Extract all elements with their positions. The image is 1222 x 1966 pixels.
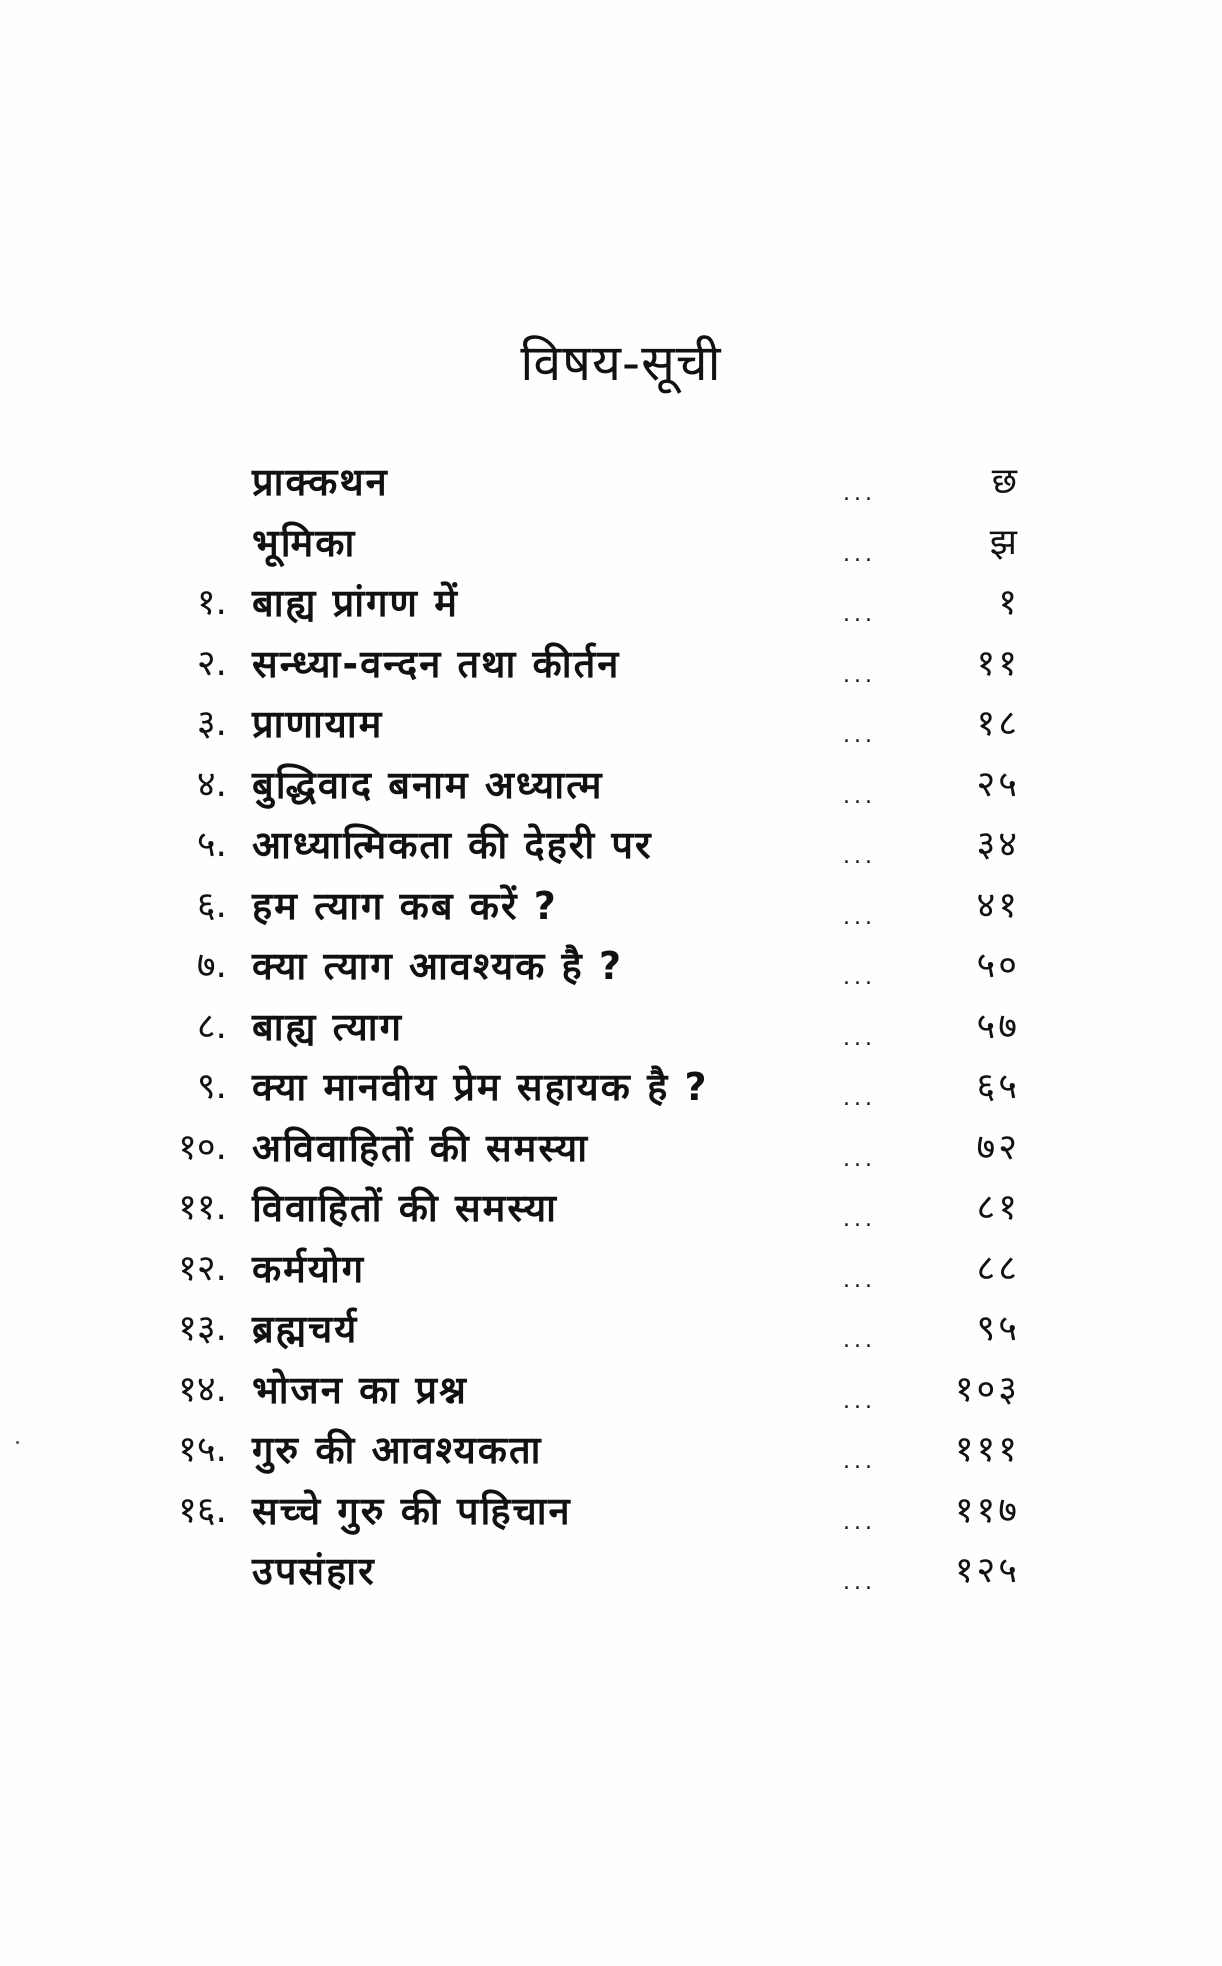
entry-page: १११ [954, 1429, 1020, 1470]
table-of-contents [0, 452, 1222, 1602]
entry-title: आध्यात्मिकता की देहरी पर [252, 823, 653, 867]
dot-leader: ... [843, 1449, 876, 1474]
entry-title: बाह्य त्याग [252, 1004, 403, 1049]
toc-entry-preface [0, 452, 1222, 513]
toc-entry-chapter-9 [0, 1057, 1222, 1118]
entry-number: ७. [196, 945, 227, 986]
entry-page: १८ [976, 703, 1020, 744]
entry-page: ४१ [976, 884, 1020, 926]
toc-entry-chapter-7 [0, 936, 1222, 997]
entry-page: ८१ [976, 1187, 1020, 1228]
entry-title: क्या मानवीय प्रेम सहायक है ? [252, 1065, 709, 1109]
dot-leader: ... [843, 541, 876, 567]
entry-title: सन्ध्या-वन्दन तथा कीर्तन [252, 641, 621, 686]
entry-page: १२५ [954, 1550, 1020, 1591]
toc-entry-chapter-13 [0, 1299, 1222, 1360]
toc-entry-epilogue [0, 1541, 1222, 1602]
toc-entry-chapter-5 [0, 815, 1222, 876]
entry-number: १२. [178, 1247, 227, 1289]
entry-page: ५७ [976, 1005, 1020, 1047]
dot-leader: ... [843, 965, 876, 990]
entry-page: झ [989, 521, 1020, 563]
toc-entry-chapter-6 [0, 876, 1222, 937]
toc-entry-chapter-3 [0, 694, 1222, 755]
dot-leader: ... [843, 904, 876, 930]
entry-title: कर्मयोग [252, 1246, 366, 1291]
scan-speck [16, 1441, 19, 1444]
toc-entry-chapter-15 [0, 1420, 1222, 1481]
entry-title: भूमिका [252, 520, 357, 565]
entry-title: सच्चे गुरु की पहिचान [252, 1488, 572, 1533]
entry-title: बुद्धिवाद बनाम अध्यात्म [252, 762, 604, 807]
toc-entry-chapter-16 [0, 1481, 1222, 1542]
toc-entry-chapter-1 [0, 573, 1222, 634]
entry-title: प्राणायाम [252, 702, 384, 746]
toc-entry-chapter-14 [0, 1360, 1222, 1421]
entry-number: ६. [196, 884, 227, 926]
entry-title: प्राक्कथन [252, 460, 389, 504]
dot-leader: ... [843, 1025, 876, 1051]
entry-number: ९. [196, 1066, 227, 1107]
dot-leader: ... [843, 602, 876, 627]
toc-entry-chapter-12 [0, 1239, 1222, 1300]
entry-title: हम त्याग कब करें ? [252, 883, 558, 928]
toc-entry-introduction [0, 513, 1222, 574]
entry-number: १४. [178, 1368, 227, 1410]
entry-page: ९५ [976, 1308, 1020, 1349]
entry-title: विवाहितों की समस्या [252, 1186, 559, 1230]
dot-leader: ... [843, 1207, 876, 1232]
toc-entry-chapter-10 [0, 1118, 1222, 1179]
entry-page: ११७ [954, 1489, 1020, 1531]
entry-page: १ [998, 582, 1020, 623]
entry-number: १. [196, 582, 227, 623]
entry-title: ब्रह्मचर्य [252, 1307, 359, 1351]
entry-page: ५० [976, 945, 1020, 986]
dot-leader: ... [843, 1267, 876, 1293]
entry-number: ११. [178, 1187, 227, 1228]
entry-number: १५. [178, 1429, 227, 1470]
entry-number: १०. [178, 1126, 227, 1168]
entry-page: ७२ [976, 1126, 1020, 1168]
dot-leader: ... [843, 723, 876, 748]
entry-title: गुरु की आवश्यकता [252, 1428, 543, 1472]
page-title: विषय-सूची [520, 334, 722, 392]
entry-page: छ [991, 461, 1020, 502]
dot-leader: ... [843, 844, 876, 869]
dot-leader: ... [843, 783, 876, 809]
entry-page: ११ [976, 642, 1020, 684]
entry-page: ६५ [976, 1066, 1020, 1107]
entry-page: २५ [976, 763, 1020, 805]
entry-number: ८. [196, 1005, 227, 1047]
entry-title: भोजन का प्रश्न [252, 1367, 468, 1412]
entry-number: ३. [196, 703, 227, 744]
entry-page: १०३ [954, 1368, 1020, 1410]
entry-title: बाह्य प्रांगण में [252, 581, 459, 625]
dot-leader: ... [843, 1146, 876, 1172]
entry-page: ३४ [976, 824, 1020, 865]
toc-entry-chapter-8 [0, 997, 1222, 1058]
entry-number: २. [196, 642, 227, 684]
entry-title: क्या त्याग आवश्यक है ? [252, 944, 623, 988]
dot-leader: ... [843, 1570, 876, 1595]
dot-leader: ... [843, 662, 876, 688]
entry-number: ५. [196, 824, 227, 865]
entry-title: अविवाहितों की समस्या [252, 1125, 590, 1170]
dot-leader: ... [843, 1086, 876, 1111]
dot-leader: ... [843, 1509, 876, 1535]
entry-number: १६. [178, 1489, 227, 1531]
entry-number: १३. [178, 1308, 227, 1349]
toc-entry-chapter-2 [0, 634, 1222, 695]
entry-page: ८८ [976, 1247, 1020, 1289]
dot-leader: ... [843, 1388, 876, 1414]
entry-number: ४. [196, 763, 227, 805]
entry-title: उपसंहार [252, 1549, 376, 1593]
toc-entry-chapter-4 [0, 755, 1222, 816]
dot-leader: ... [843, 1328, 876, 1353]
toc-entry-chapter-11 [0, 1178, 1222, 1239]
dot-leader: ... [843, 481, 876, 506]
